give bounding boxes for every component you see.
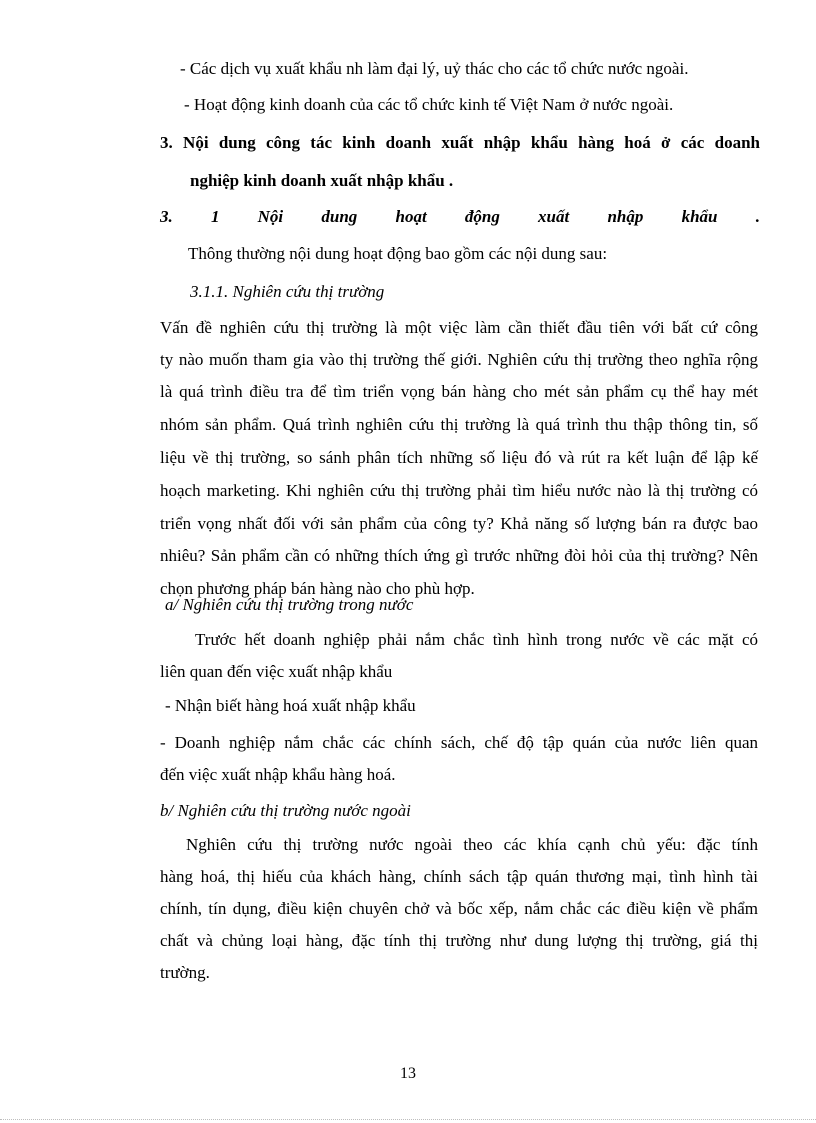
paraB-line: trường. [160,963,210,982]
section-3-1-heading [160,206,760,228]
heading-part: nhập [607,207,644,226]
subheading-3-1-1: 3.1.1. Nghiên cứu thị trường [190,282,385,301]
section-3-heading-line-1 [160,132,760,154]
paraB-line: hàng hoá, thị hiếu của khách hàng, chính sách tập quán thương mại, tình hình tài [160,867,758,886]
para1-line: Vấn đề nghiên cứu thị trường là một việc làm cần thiết đầu tiên với bất cứ công [160,318,758,337]
para1-line: nhóm sản phẩm. Quá trình nghiên cứu thị trường là quá trình thu thập thông tin, số [160,415,758,434]
heading-part: . [755,207,760,226]
paraA-line: liên quan đến việc xuất nhập khẩu [160,662,393,681]
heading-part: Nội [257,207,284,226]
section-3-heading-line-2: nghiệp kinh doanh xuất nhập khẩu . [190,171,454,190]
heading-part: 1 [210,207,220,226]
heading-part: dung [321,207,358,226]
para1-line: nhiêu? Sản phẩm cần có những thích ứng gì trước những đòi hỏi của thị trường? Nên [160,546,758,565]
paraB-line: Nghiên cứu thị trường nước ngoài theo các khía cạnh chủ yếu: đặc tính [186,835,758,854]
intro-text: Thông thường nội dung hoạt động bao gồm các nội dung sau: [188,244,608,263]
bullet-export-services: - Các dịch vụ xuất khẩu nh làm đại lý, uỷ thác cho các tổ chức nước ngoài. [180,59,689,78]
page-bottom-divider [0,1119,816,1120]
heading-part: khẩu [681,207,718,226]
page-number: 13 [400,1065,416,1082]
paraA-line: Trước hết doanh nghiệp phải nắm chắc tình hình trong nước về các mặt có [195,630,758,649]
subheading-b-foreign-market: b/ Nghiên cứu thị trường nước ngoài [160,801,411,820]
heading-part: 3. [160,207,173,226]
subheading-a-domestic-market: a/ Nghiên cứu thị trường trong nước [165,595,414,614]
heading-part: hoạt [395,207,427,226]
section-3-heading-text-1: 3. Nội dung công tác kinh doanh xuất nhập khẩu hàng hoá ở các doanh [160,133,760,152]
para1-line: liệu về thị trường, so sánh phân tích những số liệu đó và rút ra kết luận để lập kế [160,448,758,467]
para1-line: là quá trình điều tra để tìm triển vọng bán hàng cho mét sản phẩm cụ thể hay mét [160,382,758,401]
paraB-line: chất và chủng loại hàng, đặc tính thị trường như dung lượng thị trường, giá thị [160,931,758,950]
para1-line: triển vọng nhất đối với sản phẩm của công ty? Khả năng số lượng bán ra được bao [160,514,758,533]
para1-line: hoạch marketing. Khi nghiên cứu thị trường phải tìm hiểu nước nào là thị trường có [160,481,758,500]
paraB-line: chính, tín dụng, điều kiện chuyên chở và bốc xếp, nắm chắc các điều kiện về phẩm [160,899,758,918]
dash-identify-goods: - Nhận biết hàng hoá xuất nhập khẩu [165,696,416,715]
heading-part: động [464,207,500,226]
dashA2-line: đến việc xuất nhập khẩu hàng hoá. [160,765,396,784]
bullet-business-abroad: - Hoạt động kinh doanh của các tổ chức kinh tế Việt Nam ở nước ngoài. [184,95,674,114]
heading-part: xuất [538,207,570,226]
para1-line: chọn phương pháp bán hàng nào cho phù hợp. [160,579,475,598]
dashA2-line: - Doanh nghiệp nắm chắc các chính sách, chế độ tập quán của nước liên quan [160,733,758,752]
para1-line: ty nào muốn tham gia vào thị trường thế giới. Nghiên cứu thị trường theo nghĩa rộng [160,350,758,369]
